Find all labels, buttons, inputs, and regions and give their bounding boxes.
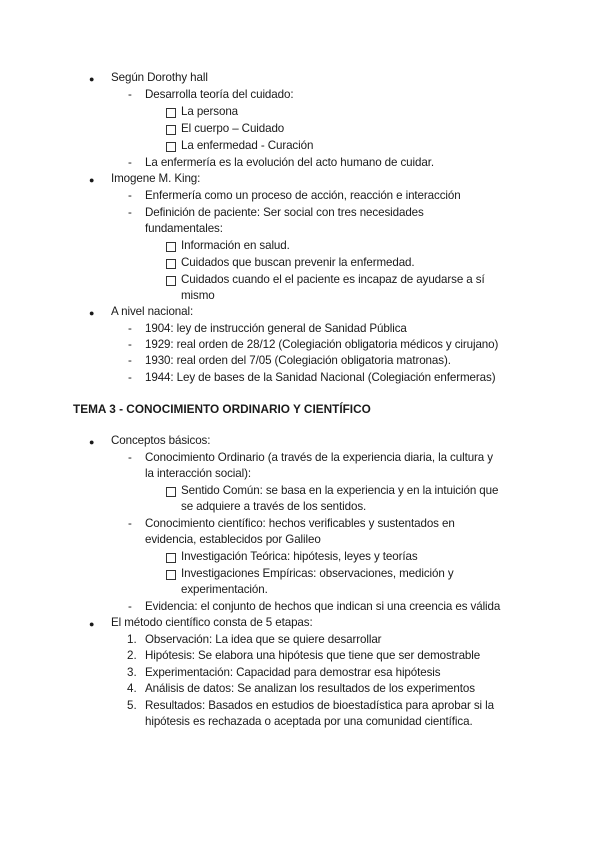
king-item-2: Cuidados que buscan prevenir la enfermedad. xyxy=(181,256,415,269)
empiricas-line2: experimentación. xyxy=(181,583,268,596)
dash-marker: - xyxy=(128,156,132,169)
king-item-1: Información en salud. xyxy=(181,239,290,252)
dorothy-label: Según Dorothy hall xyxy=(111,71,208,84)
checkbox-icon xyxy=(166,553,176,563)
dash-marker: - xyxy=(128,354,132,367)
dash-marker: - xyxy=(128,600,132,613)
king-item-3-cont: mismo xyxy=(181,289,215,302)
metodo-step-3: Experimentación: Capacidad para demostrar esa hipótesis xyxy=(145,666,441,679)
dash-marker: - xyxy=(128,322,132,335)
empiricas-line1: Investigaciones Empíricas: observaciones, medición y xyxy=(181,567,454,580)
checkbox-icon xyxy=(166,259,176,269)
metodo-step-2: Hipótesis: Se elabora una hipótesis que tiene que ser demostrable xyxy=(145,649,481,662)
dash-marker: - xyxy=(128,371,132,384)
sentido-line2: se adquiere a través de los sentidos. xyxy=(181,500,367,513)
dash-marker: - xyxy=(128,338,132,351)
ordinario-line2: la interacción social): xyxy=(145,467,251,480)
bullet-marker: ● xyxy=(89,619,95,629)
dorothy-teoria: Desarrolla teoría del cuidado: xyxy=(145,88,294,101)
evidencia-item: Evidencia: el conjunto de hechos que indican si una creencia es válida xyxy=(145,600,501,613)
sentido-line1: Sentido Común: se basa en la experiencia y en la intuición que xyxy=(181,484,499,497)
metodo-step-1: Observación: La idea que se quiere desarrollar xyxy=(145,633,382,646)
metodo-step-5: Resultados: Basados en estudios de bioestadística para aprobar si la xyxy=(145,699,494,712)
metodo-step-4: Análisis de datos: Se analizan los resultados de los experimentos xyxy=(145,682,475,695)
bullet-marker: ● xyxy=(89,175,95,185)
dorothy-item-1: La persona xyxy=(181,105,239,118)
nacional-item-2: 1929: real orden de 28/12 (Colegiación obligatoria médicos y cirujano) xyxy=(145,338,499,351)
king-label: Imogene M. King: xyxy=(111,172,201,185)
dorothy-item-2: El cuerpo – Cuidado xyxy=(181,122,285,135)
dash-marker: - xyxy=(128,451,132,464)
ordinario-line1: Conocimiento Ordinario (a través de la experiencia diaria, la cultura y xyxy=(145,451,493,464)
step-number: 3. xyxy=(127,666,137,679)
checkbox-icon xyxy=(166,570,176,580)
dash-marker: - xyxy=(128,189,132,202)
step-number: 1. xyxy=(127,633,137,646)
cientifico-line1: Conocimiento científico: hechos verificables y sustentados en xyxy=(145,517,455,530)
nacional-item-1: 1904: ley de instrucción general de Sanidad Pública xyxy=(145,322,407,335)
cientifico-line2: evidencia, establecidos por Galileo xyxy=(145,533,321,546)
dorothy-evolucion: La enfermería es la evolución del acto humano de cuidar. xyxy=(145,156,434,169)
nacional-item-3: 1930: real orden del 7/05 (Colegiación obligatoria matronas). xyxy=(145,354,451,367)
checkbox-icon xyxy=(166,125,176,135)
dash-marker: - xyxy=(128,88,132,101)
king-item-3: Cuidados cuando el el paciente es incapaz de ayudarse a sí xyxy=(181,273,485,286)
step-number: 2. xyxy=(127,649,137,662)
nacional-item-4: 1944: Ley de bases de la Sanidad Nacional (Colegiación enfermeras) xyxy=(145,371,496,384)
king-definicion-line1: Definición de paciente: Ser social con tres necesidades xyxy=(145,206,424,219)
checkbox-icon xyxy=(166,142,176,152)
dash-marker: - xyxy=(128,517,132,530)
checkbox-icon xyxy=(166,487,176,497)
king-definicion-line2: fundamentales: xyxy=(145,222,223,235)
checkbox-icon xyxy=(166,108,176,118)
step-number: 5. xyxy=(127,699,137,712)
conceptos-label: Conceptos básicos: xyxy=(111,434,211,447)
teorica-item: Investigación Teórica: hipótesis, leyes y teorías xyxy=(181,550,418,563)
step-number: 4. xyxy=(127,682,137,695)
nacional-label: A nivel nacional: xyxy=(111,305,194,318)
king-proceso: Enfermería como un proceso de acción, reacción e interacción xyxy=(145,189,461,202)
bullet-marker: ● xyxy=(89,308,95,318)
dash-marker: - xyxy=(128,206,132,219)
metodo-step-5-cont: hipótesis es rechazada o aceptada por una comunidad científica. xyxy=(145,715,473,728)
tema3-heading: TEMA 3 - CONOCIMIENTO ORDINARIO Y CIENTÍFICO xyxy=(73,402,371,416)
bullet-marker: ● xyxy=(89,74,95,84)
bullet-marker: ● xyxy=(89,437,95,447)
metodo-label: El método científico consta de 5 etapas: xyxy=(111,616,313,629)
checkbox-icon xyxy=(166,276,176,286)
checkbox-icon xyxy=(166,242,176,252)
dorothy-item-3: La enfermedad - Curación xyxy=(181,139,314,152)
